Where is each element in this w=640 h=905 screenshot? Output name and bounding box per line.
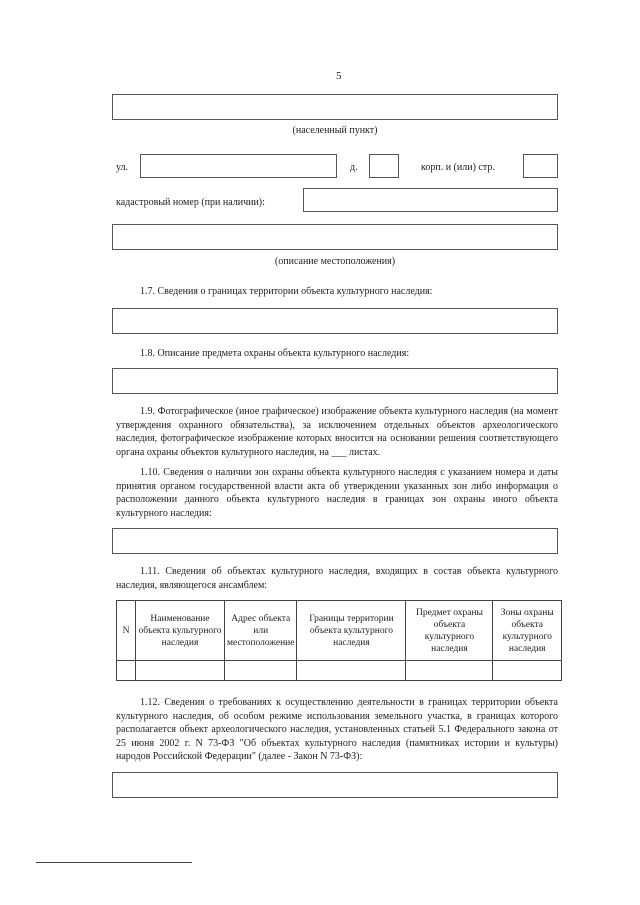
table-cell[interactable] — [493, 661, 562, 681]
street-label: ул. — [116, 162, 129, 173]
table-cell[interactable] — [117, 661, 136, 681]
boundaries-field[interactable] — [112, 308, 558, 334]
section-1-8-heading: 1.8. Описание предмета охраны объекта культурного наследия: — [140, 348, 410, 359]
building-label: корп. и (или) стр. — [421, 162, 495, 173]
header-boundaries: Границы территории объекта культурного наследия — [297, 601, 406, 661]
location-field[interactable] — [112, 224, 558, 250]
header-protection-subject: Предмет охраны объекта культурного наследия — [406, 601, 493, 661]
section-1-12-text: 1.12. Сведения о требованиях к осуществлению деятельности в границах территории объекта культурного наследия, об особом режиме использования земельного участка, в границах которого располагается объект археологического наследия, установленных статьей 5.1 Федерального закона от 25 июня 2002 г. N 73-ФЗ "Об объектах культурного наследия (памятниках истории и культуры) народов Российской Федерации" (далее - Закон N 73-ФЗ): — [116, 697, 558, 762]
section-1-11-text: 1.11. Сведения об объектах культурного наследия, входящих в состав объекта культурного наследия, являющегося ансамблем: — [116, 566, 558, 591]
ensemble-objects-table — [116, 600, 562, 681]
house-field[interactable] — [369, 154, 399, 178]
table-cell[interactable] — [297, 661, 406, 681]
footnote-separator — [36, 862, 192, 863]
street-field[interactable] — [140, 154, 337, 178]
activity-requirements-field[interactable] — [112, 772, 558, 798]
house-label: д. — [350, 162, 358, 173]
protection-subject-field[interactable] — [112, 368, 558, 394]
protection-zones-field[interactable] — [112, 528, 558, 554]
table-header-row — [117, 601, 562, 661]
header-address: Адрес объекта или местоположение — [225, 601, 297, 661]
section-1-7-heading: 1.7. Сведения о границах территории объекта культурного наследия: — [140, 286, 433, 297]
page-number: 5 — [336, 70, 342, 82]
table-row — [117, 661, 562, 681]
table-cell[interactable] — [406, 661, 493, 681]
settlement-field[interactable] — [112, 94, 558, 120]
section-1-9-text: 1.9. Фотографическое (иное графическое) изображение объекта культурного наследия (на момент утверждения охранного обязательства), за исключением отдельных объектов археологического наследия, фотографическое изображение которых вносится на основании решения соответствующего органа охраны объектов культурного наследия, на ___ листах. — [116, 406, 558, 458]
table-cell[interactable] — [136, 661, 225, 681]
building-field[interactable] — [523, 154, 558, 178]
table-cell[interactable] — [225, 661, 297, 681]
section-1-10-text: 1.10. Сведения о наличии зон охраны объекта культурного наследия с указанием номера и даты принятия органом государственной власти акта об утверждении указанных зон либо информация о расположении данного объекта культурного наследия в границах зон охраны иного объекта культурного наследия: — [116, 467, 558, 519]
location-caption: (описание местоположения) — [274, 256, 396, 267]
settlement-caption: (населенный пункт) — [292, 125, 378, 136]
header-number: N — [117, 601, 136, 661]
header-protection-zones: Зоны охраны объекта культурного наследия — [493, 601, 562, 661]
cadastral-label: кадастровый номер (при наличии): — [116, 197, 265, 208]
header-name: Наименование объекта культурного наследия — [136, 601, 225, 661]
cadastral-field[interactable] — [303, 188, 558, 212]
